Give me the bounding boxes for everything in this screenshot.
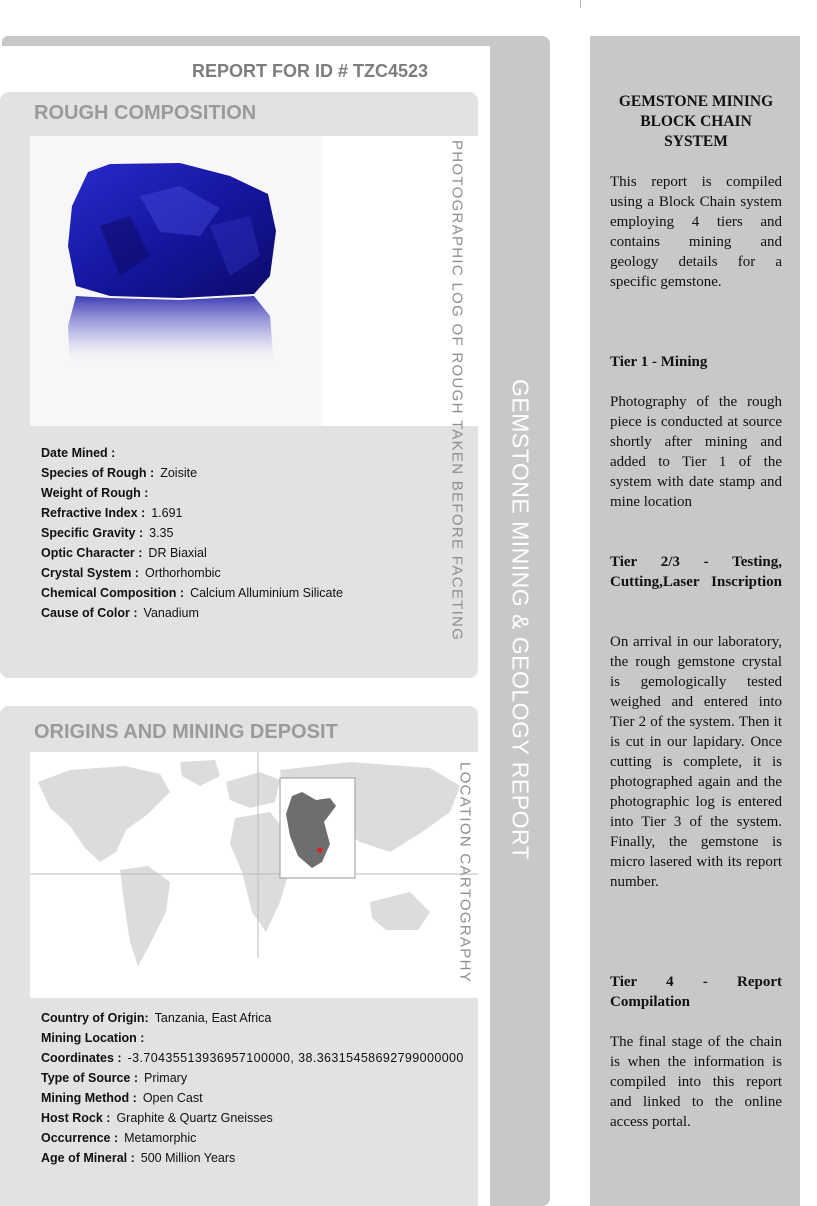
sidebar-intro: This report is compiled using a Block Chain system employing 4 tiers and contains mining and geology details for a specific gemstone. [610,174,782,290]
photo-caption: PHOTOGRAPHIC LOG OF ROUGH TAKEN BEFORE FACETING [448,140,466,642]
field-row: Mining Method : Open Cast [41,1091,203,1105]
world-map-image [30,752,478,998]
field-row: Country of Origin: Tanzania, East Africa [41,1011,272,1025]
report-id-heading: REPORT FOR ID # TZC4523 [192,61,429,81]
field-row: Type of Source : Primary [41,1071,188,1085]
origins-title: ORIGINS AND MINING DEPOSIT [34,721,338,743]
top-divider-line [580,0,581,8]
tier4-text: The final stage of the chain is when the information is compiled into this report and linked to the online access portal. [610,1034,782,1130]
field-row: Weight of Rough : [41,486,149,500]
tier4-heading: Tier 4 - Report Compilation [610,974,782,1010]
sidebar-title: GEMSTONE MINING BLOCK CHAIN SYSTEM [618,93,774,150]
field-row: Species of Rough : Zoisite [41,466,198,480]
field-row: Cause of Color : Vanadium [41,606,199,620]
world-map [30,752,478,998]
field-row: Crystal System : Orthorhombic [41,566,221,580]
rough-composition-title: ROUGH COMPOSITION [34,102,257,124]
field-row: Specific Gravity : 3.35 [41,526,174,540]
field-row: Occurrence : Metamorphic [41,1131,197,1145]
field-row: Refractive Index : 1.691 [41,506,183,520]
origins-fields [41,1008,464,1168]
top-border-bar [2,36,548,46]
field-row: Coordinates : -3.70435513936957100000, 38.36315458692799000000 [41,1051,464,1065]
tier23-heading: Tier 2/3 - Testing, Cutting,Laser Inscription [610,554,782,590]
rough-gemstone-photo [30,136,322,426]
vertical-report-title: GEMSTONE MINING & GEOLOGY REPORT [507,379,534,861]
field-row: Age of Mineral : 500 Million Years [41,1151,236,1165]
tier23-text: On arrival in our laboratory, the rough gemstone crystal is gemologically tested weighed and entered into Tier 2 of the system. Then it is cut in our lapidary. Once cutting is complete, it is photographed again and the photographic log is entered into Tier 3 of the system. Finally, the gemstone is micro lasered with its report number. [610,634,782,890]
field-row: Date Mined : [41,446,116,460]
tier1-heading: Tier 1 - Mining [610,354,708,370]
gemstone-image [30,136,322,426]
field-row: Mining Location : [41,1031,145,1045]
map-caption: LOCATION CARTOGRAPHY [456,762,474,984]
tier1-text: Photography of the rough piece is conducted at source shortly after mining and added to Tier 1 of the system with date stamp and mine location [610,394,782,510]
rough-fields [41,443,343,623]
field-row: Optic Character : DR Biaxial [41,546,207,560]
field-row: Chemical Composition : Calcium Alluminium Silicate [41,586,343,600]
field-row: Host Rock : Graphite & Quartz Gneisses [41,1111,273,1125]
